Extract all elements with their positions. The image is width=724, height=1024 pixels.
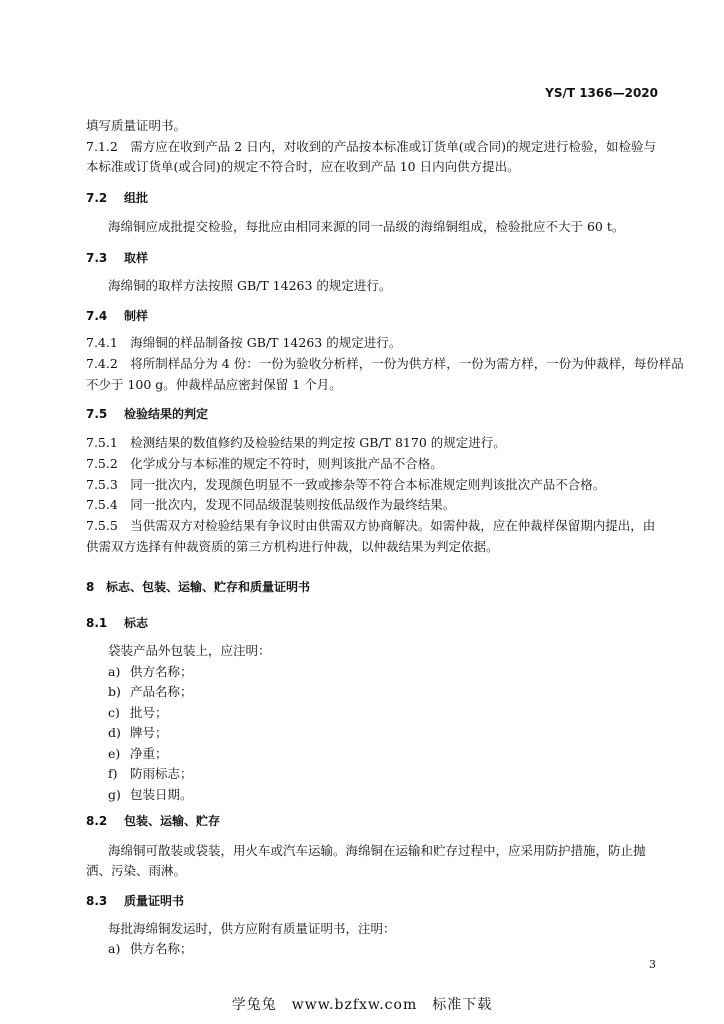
text-line: 填写质量证明书。 bbox=[86, 118, 187, 133]
list-text: 防雨标志； bbox=[130, 766, 193, 781]
clause-7-5-1: 7.5.1 检测结果的数值修约及检验结果的判定按 GB/T 8170 的规定进行。 bbox=[86, 435, 506, 450]
list-label: g) bbox=[108, 787, 121, 802]
list-label: a) bbox=[108, 941, 121, 956]
footer-watermark: 学兔兔 www.bzfxw.com 标准下载 bbox=[231, 997, 493, 1013]
section-title: 标志 bbox=[124, 616, 149, 630]
section-title: 组批 bbox=[124, 191, 149, 205]
list-item bbox=[108, 664, 193, 680]
text-line: 洒、污染、雨淋。 bbox=[86, 863, 187, 878]
list-text: 供方名称； bbox=[130, 941, 193, 956]
clause-7-5-4: 7.5.4 同一批次内，发现不同品级混装则按低品级作为最终结果。 bbox=[86, 497, 456, 512]
paragraph: 每批海绵铜发运时，供方应附有质量证明书，注明： bbox=[108, 921, 396, 936]
heading-7-5 bbox=[86, 406, 208, 422]
section-title: 取样 bbox=[124, 251, 149, 265]
list-text: 产品名称； bbox=[130, 684, 193, 699]
section-number: 8.3 bbox=[86, 894, 108, 908]
paragraph: 海绵铜应成批提交检验，每批应由相同来源的同一品级的海绵铜组成，检验批应不大于 60 t。 bbox=[108, 219, 625, 234]
list-text: 供方名称； bbox=[130, 664, 193, 679]
heading-8-3 bbox=[86, 893, 184, 909]
text-line: 供需双方选择有仲裁资质的第三方机构进行仲裁，以仲裁结果为判定依据。 bbox=[86, 539, 499, 554]
text-line: 本标准或订货单(或合同)的规定不符合时，应在收到产品 10 日内向供方提出。 bbox=[86, 159, 520, 174]
list-item bbox=[108, 705, 168, 721]
clause-7-4-1: 7.4.1 海绵铜的样品制备按 GB/T 14263 的规定进行。 bbox=[86, 335, 402, 350]
section-number: 7.4 bbox=[86, 309, 108, 323]
section-number: 8 bbox=[86, 580, 95, 594]
section-title: 检验结果的判定 bbox=[124, 407, 209, 421]
list-label: d) bbox=[108, 725, 121, 740]
section-number: 7.5 bbox=[86, 407, 108, 421]
list-item bbox=[108, 684, 193, 700]
list-item bbox=[108, 941, 193, 957]
heading-7-2 bbox=[86, 190, 148, 206]
list-item bbox=[108, 766, 193, 782]
section-title: 制样 bbox=[124, 309, 149, 323]
heading-7-3 bbox=[86, 250, 148, 266]
list-label: e) bbox=[108, 746, 121, 761]
paragraph: 海绵铜可散装或袋装，用火车或汽车运输。海绵铜在运输和贮存过程中，应采用防护措施，防止抛 bbox=[108, 843, 646, 858]
section-number: 7.3 bbox=[86, 251, 108, 265]
list-item bbox=[108, 787, 193, 803]
list-item bbox=[108, 746, 168, 762]
heading-8-1 bbox=[86, 615, 148, 631]
list-label: f) bbox=[108, 766, 118, 781]
paragraph: 海绵铜的取样方法按照 GB/T 14263 的规定进行。 bbox=[108, 278, 392, 293]
list-item bbox=[108, 725, 168, 741]
header-doc-id: YS/T 1366—2020 bbox=[545, 86, 658, 100]
section-number: 7.2 bbox=[86, 191, 108, 205]
list-label: c) bbox=[108, 705, 120, 720]
section-title: 包装、运输、贮存 bbox=[124, 814, 221, 828]
list-text: 牌号； bbox=[130, 725, 168, 740]
list-text: 净重； bbox=[130, 746, 168, 761]
list-label: a) bbox=[108, 664, 121, 679]
text-line: 不少于 100 g。仲裁样品应密封保留 1 个月。 bbox=[86, 377, 342, 392]
heading-7-4 bbox=[86, 308, 148, 324]
clause-7-1-2: 7.1.2 需方应在收到产品 2 日内，对收到的产品按本标准或订货单(或合同)的规定进行检验，如检验与 bbox=[86, 139, 656, 154]
clause-7-5-2: 7.5.2 化学成分与本标准的规定不符时，则判该批产品不合格。 bbox=[86, 456, 443, 471]
section-title: 质量证明书 bbox=[124, 894, 185, 908]
clause-7-4-2: 7.4.2 将所制样品分为 4 份：一份为验收分析样，一份为供方样，一份为需方样，一份为仲裁样，每份样品 bbox=[86, 356, 684, 371]
section-number: 8.2 bbox=[86, 814, 108, 828]
clause-7-5-3: 7.5.3 同一批次内，发现颜色明显不一致或掺杂等不符合本标准规定则判该批次产品不合格。 bbox=[86, 477, 606, 492]
paragraph: 袋装产品外包装上，应注明： bbox=[108, 643, 271, 658]
list-label: b) bbox=[108, 684, 121, 699]
section-number: 8.1 bbox=[86, 616, 108, 630]
section-title: 标志、包装、运输、贮存和质量证明书 bbox=[106, 580, 311, 594]
list-text: 包装日期。 bbox=[130, 787, 193, 802]
list-text: 批号； bbox=[130, 705, 168, 720]
page-number: 3 bbox=[649, 958, 656, 971]
heading-8 bbox=[86, 579, 310, 595]
heading-8-2 bbox=[86, 813, 220, 829]
clause-7-5-5: 7.5.5 当供需双方对检验结果有争议时由供需双方协商解决。如需仲裁，应在仲裁样保留期内提出，由 bbox=[86, 518, 656, 533]
